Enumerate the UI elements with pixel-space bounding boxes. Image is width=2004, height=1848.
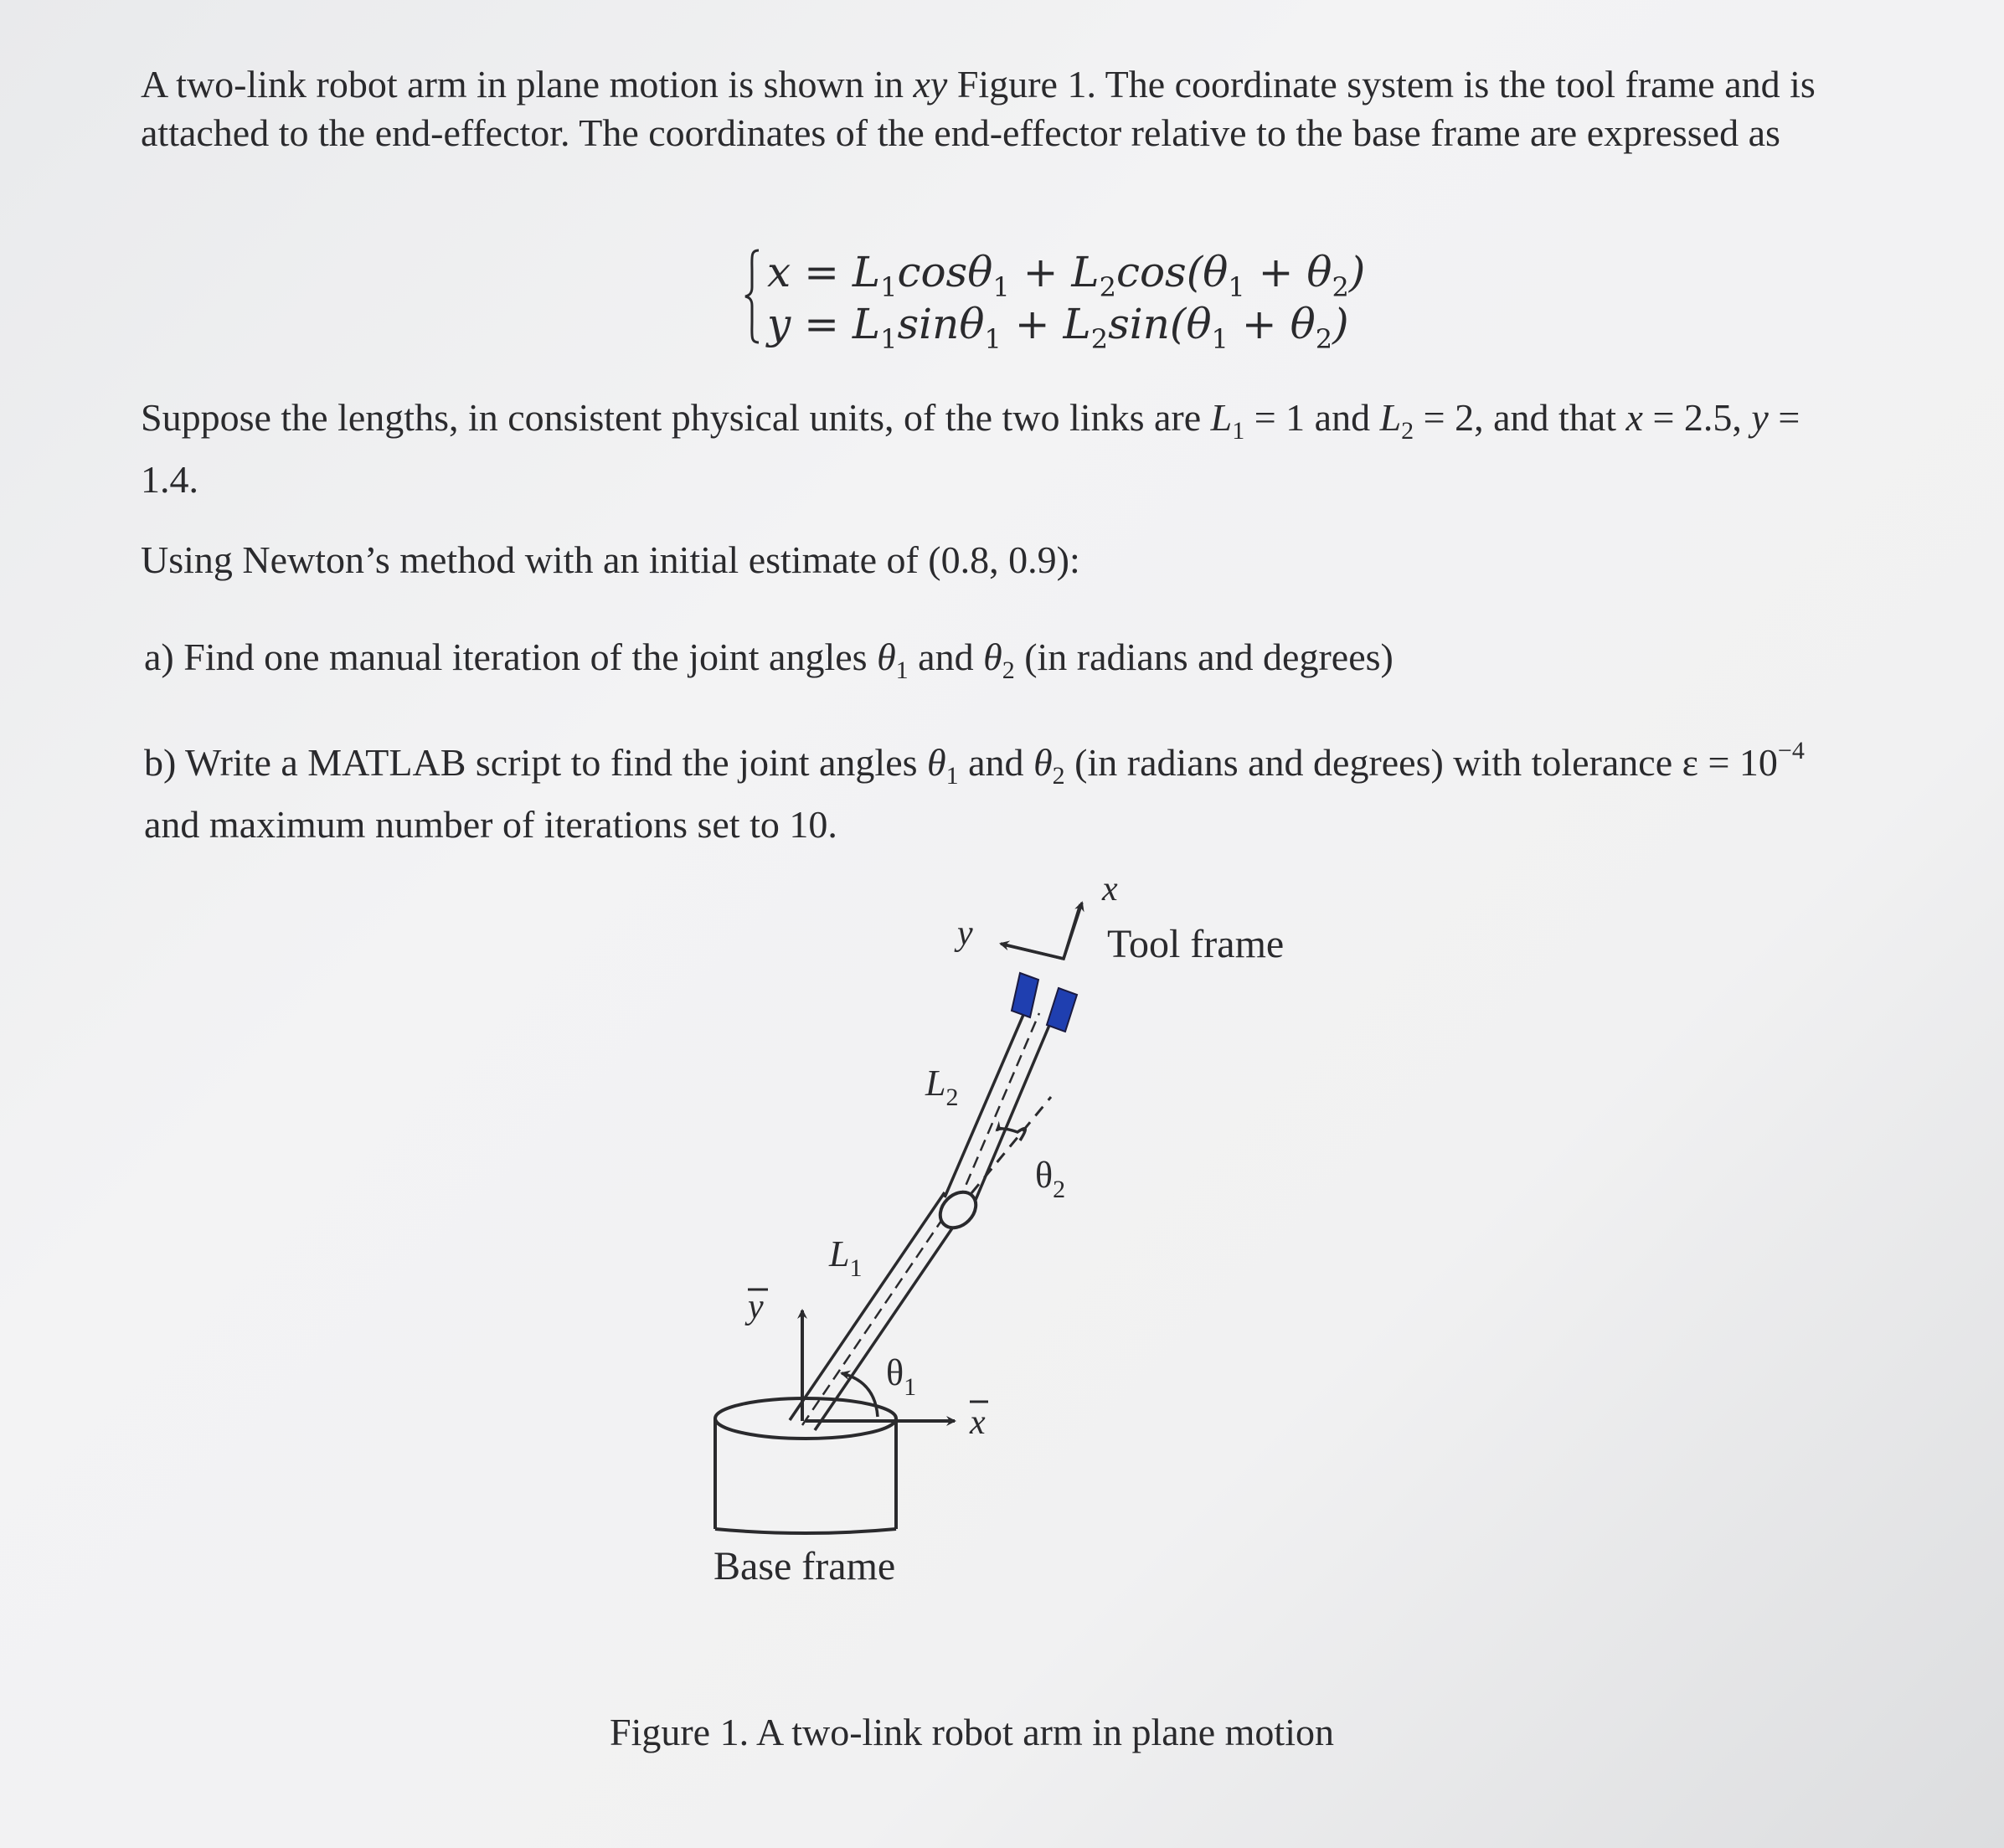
part-b: b) Write a MATLAB script to find the joint angles $\theta_1$ and $\theta_2$ (in radians and degrees) with tolerance $\varepsilon = 10^{-4}$ and maximum number of iterations set to 10. [144, 737, 1805, 846]
figure-caption: Figure 1. A two-link robot arm in plane motion [610, 1711, 1334, 1753]
L1-label: $L_1$ [829, 1233, 863, 1282]
equation-y: $y = L_1\sin\theta_1 + L_2\sin(\theta_1 + \theta_2)$ [767, 300, 1349, 355]
tool-frame-label: Tool frame [1107, 922, 1285, 966]
link-1 [790, 1192, 970, 1430]
ybar-label: y [748, 1288, 764, 1326]
elbow-joint [933, 1185, 982, 1234]
intro-xy: xy [913, 63, 948, 106]
base-frame-label: Base frame [714, 1544, 896, 1588]
theta2-label: $\theta_2$ [1035, 1155, 1066, 1203]
tool-x-label: x [1102, 870, 1118, 909]
part-a: a) Find one manual iteration of the joint angles $\theta_1$ and $\theta_2$ (in radians and degrees) [144, 636, 1394, 684]
tool-x-axis [1064, 903, 1082, 959]
problem-newton: Using Newton’s method with an initial estimate of (0.8, 0.9): [141, 538, 1080, 581]
problem-lengths: Suppose the lengths, in consistent physical units, of the two links are $L_1 = 1$ and $L_2 = 2$, and that x = 2.5, y = 1.4. [141, 396, 1801, 501]
xbar-label: x [970, 1403, 986, 1442]
theta1-label: $\theta_1$ [886, 1352, 917, 1401]
tool-frame-axes [1003, 904, 1080, 959]
L2-label: $L_2$ [925, 1063, 959, 1111]
tool-y-label: y [957, 914, 973, 953]
theta1-arc [842, 1373, 878, 1417]
equation-x: $x = L_1\cos\theta_1 + L_2\cos(\theta_1 + \theta_2)$ [767, 248, 1366, 303]
tool-y-axis [1001, 944, 1064, 959]
intro-text-1: A two-link robot arm in plane motion is shown in [141, 63, 914, 106]
intro-text-2: Figure 1. The coordinate system is the tool frame and is attached to the end-effector. The coordinates of the end-effector relative to the base frame are expressed as [141, 63, 1816, 154]
